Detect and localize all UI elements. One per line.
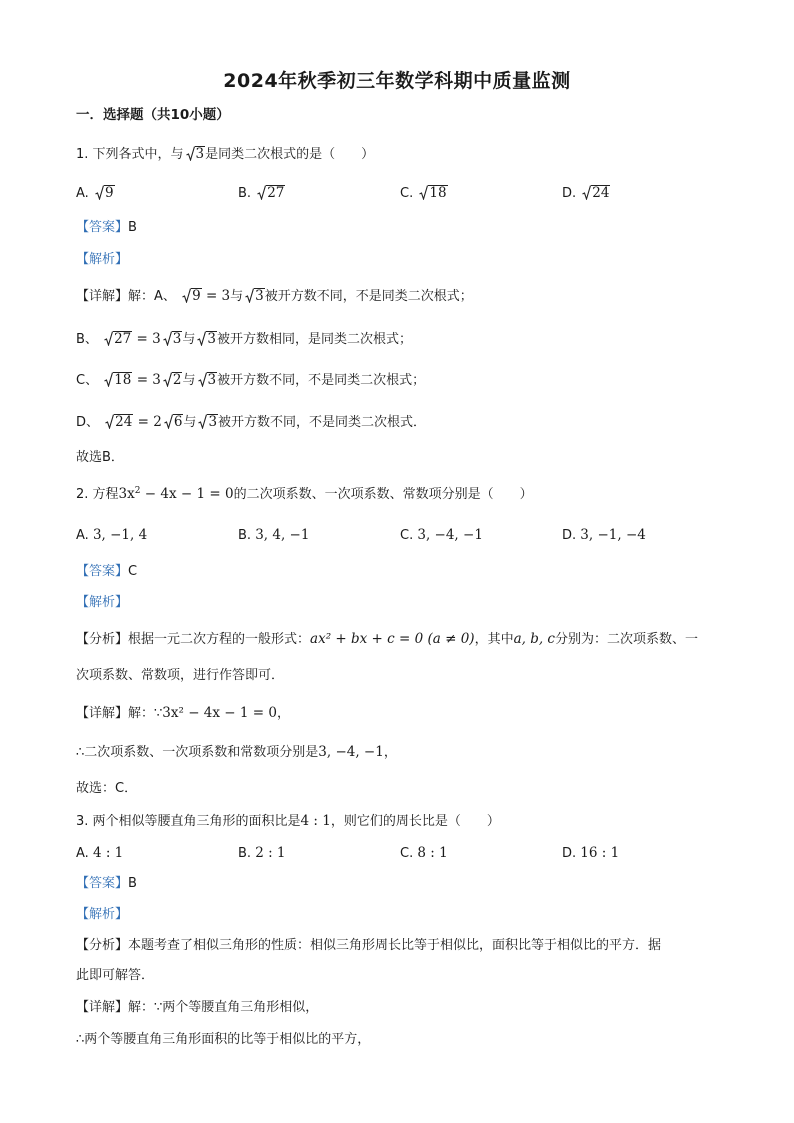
q3-analysis-tag: 【解析】 xyxy=(76,907,129,922)
q1-option-d: D. 24 xyxy=(562,185,610,201)
q2-fenxi-line1: 【分析】根据一元二次方程的一般形式：ax² + bx + c = 0 (a ≠ 0)，其中a, b, c分别为：二次项系数、一 xyxy=(76,631,699,647)
q1-detail-d: D、 24 = 2 6与 3被开方数不同，不是同类二次根式． xyxy=(76,414,427,430)
q2-option-d: D. 3, −1, −4 xyxy=(562,527,646,543)
q2-option-a: A. 3, −1, 4 xyxy=(76,527,148,543)
q1-detail-a: 【详解】解：A、 9 = 3与 3被开方数不同，不是同类二次根式； xyxy=(76,288,473,304)
q1-analysis-tag: 【解析】 xyxy=(76,252,129,267)
q3-option-d: D. 16 : 1 xyxy=(562,845,620,861)
q3-fenxi-line2: 此即可解答． xyxy=(76,968,155,983)
q3-option-b: B. 2 : 1 xyxy=(238,845,286,861)
q2-therefore: ∴二次项系数、一次项系数和常数项分别是3, −4, −1， xyxy=(76,744,397,760)
q2-stem: 2. 方程$3x^2 - 4x - 1 = 0$的二次项系数、一次项系数、常数项分别是（ ） xyxy=(76,486,533,502)
q3-answer: 【答案】B xyxy=(76,876,137,891)
q2-answer: 【答案】C xyxy=(76,564,138,579)
q1-option-c: C. 18 xyxy=(400,185,447,201)
q3-option-c: C. 8 : 1 xyxy=(400,845,448,861)
q2-option-c: C. 3, −4, −1 xyxy=(400,527,483,543)
section-heading: 一．选择题（共10小题） xyxy=(76,107,230,123)
document-title: 2024年秋季初三年数学科期中质量监测 xyxy=(223,70,571,92)
q2-option-b: B. 3, 4, −1 xyxy=(238,527,310,543)
q1-detail-c: C、 18 = 3 2与 3被开方数不同，不是同类二次根式； xyxy=(76,372,426,388)
q2-conclusion: 故选：C． xyxy=(76,781,138,796)
q1-detail-b: B、 27 = 3 3与 3被开方数相同，是同类二次根式； xyxy=(76,331,412,347)
q1-conclusion: 故选B． xyxy=(76,450,124,465)
q1-stem: 1. 下列各式中，与 3是同类二次根式的是（ ） xyxy=(76,146,375,162)
q3-option-a: A. 4 : 1 xyxy=(76,845,124,861)
q3-stem: 3. 两个相似等腰直角三角形的面积比是4 : 1，则它们的周长比是（ ） xyxy=(76,813,500,829)
q3-detail: 【详解】解：∵两个等腰直角三角形相似， xyxy=(76,1000,319,1015)
q2-analysis-tag: 【解析】 xyxy=(76,595,129,610)
q1-option-a: A. 9 xyxy=(76,185,114,201)
q3-fenxi-line1: 【分析】本题考查了相似三角形的性质：相似三角形周长比等于相似比，面积比等于相似比的平方．据 xyxy=(76,938,662,953)
q2-fenxi-line2: 次项系数、常数项，进行作答即可． xyxy=(76,668,285,683)
q3-therefore: ∴两个等腰直角三角形面积的比等于相似比的平方， xyxy=(76,1032,371,1047)
sqrt-3: 3 xyxy=(186,145,206,163)
q2-detail: 【详解】解：∵3x² − 4x − 1 = 0， xyxy=(76,705,290,721)
q1-option-b: B. 27 xyxy=(238,185,285,201)
q1-answer: 【答案】B xyxy=(76,220,137,235)
